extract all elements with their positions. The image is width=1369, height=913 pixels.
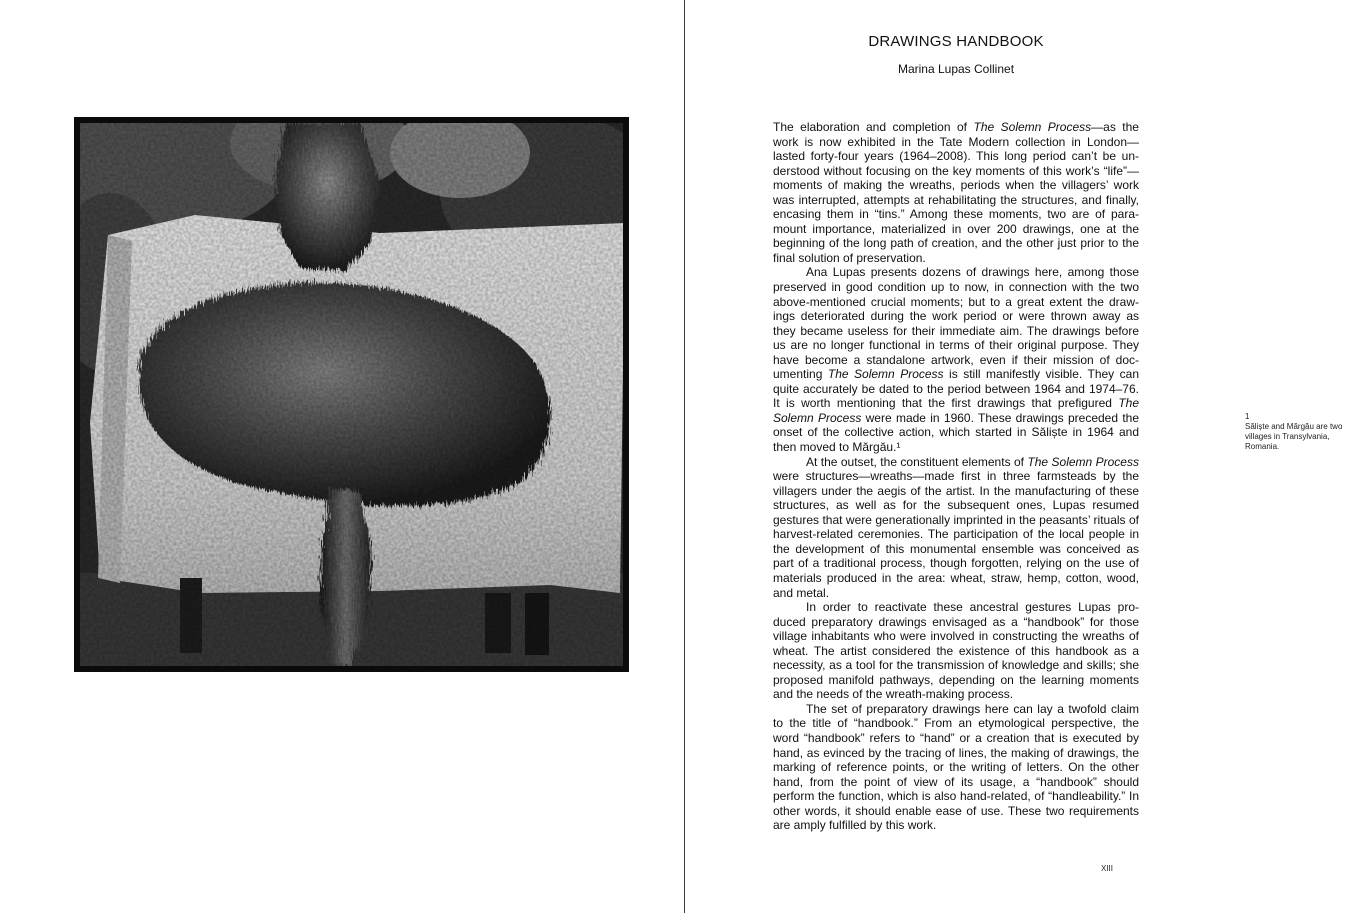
right-page bbox=[685, 0, 1369, 913]
italic-work-title: The Solemn Process bbox=[973, 120, 1092, 134]
italic-work-title: The Solemn Process bbox=[773, 396, 1139, 425]
footnote-number: 1 bbox=[1245, 412, 1250, 421]
chapter-title: DRAWINGS HANDBOOK bbox=[868, 33, 1044, 50]
paragraph-2 bbox=[773, 265, 1139, 454]
text-run: is still manifestly visible. They can quite accurately be dated to the period between 1964 and 1974–76. It is worth mentioning that the first drawings that prefigured bbox=[773, 367, 1139, 411]
text-run: —as the work is now exhibited in the Tate Modern collection in London—lasted forty-four years (1964–2008). This long period can’t be understood without focusing on the key moments of this work’s “life”—moments of making the wreaths, periods when the villagers’ work was interrupted, attempts at rehabilitating the structures, and finally, encasing them in “tins.” Among these moments, two are of paramount importance, materialized in over 200 drawings, one at the beginning of the long path of creation, and the other just prior to the final solution of preservation. bbox=[773, 120, 1139, 265]
left-page bbox=[0, 0, 684, 913]
page-number: XIII bbox=[1101, 864, 1114, 873]
text-run: At the outset, the constituent elements of bbox=[806, 454, 1028, 469]
paragraph-4 bbox=[773, 600, 1139, 702]
author-name: Marina Lupas Collinet bbox=[897, 62, 1015, 76]
italic-work-title: The Solemn Process bbox=[1027, 454, 1139, 469]
text-run: The elaboration and completion of bbox=[773, 120, 974, 134]
photo-image bbox=[80, 123, 623, 666]
black-and-white-photograph-wheat-wreath bbox=[74, 117, 629, 672]
footnote bbox=[1245, 412, 1355, 452]
text-run: were structures—wreaths—made first in three farmsteads by the villagers under the aegis of the artist. In the manufacturing of these structures, as well as for the subsequent ones, Lupas resumed gestures that were generationally imprinted in the peasants’ rituals of harvest-related ceremonies. The participation of the local people in the development of this monumental ensemble was conceived as part of a traditional process, though forgotten, relying on the use of materials produced in the area: wheat, straw, hemp, cotton, wood, and metal. bbox=[773, 469, 1139, 600]
essay-body-text bbox=[773, 120, 1139, 833]
paragraph-3 bbox=[773, 455, 1139, 600]
italic-work-title: The Solemn Process bbox=[827, 367, 944, 382]
text-run: In order to reactivate these ancestral gestures Lupas produced preparatory drawings envisaged as a “handbook” for those village inhabitants who were involved in constructing the wreaths of wheat. The artist considered the existence of this handbook as a necessity, as a tool for the transmission of knowledge and skills; she proposed manifold pathways, depending on the learning moments and the needs of the wreath-making process. bbox=[773, 600, 1139, 702]
text-run: were made in 1960. These drawings preceded the onset of the collective action, which started in Săliște in 1964 and then moved to Mărgău.¹ bbox=[773, 410, 1139, 455]
footnote-text: Săliște and Mărgău are two villages in Transylvania, Romania. bbox=[1245, 422, 1343, 451]
text-run: Ana Lupas presents dozens of drawings here, among those preserved in good condition up to now, in connection with the two above-mentioned crucial moments; but to a great extent the drawings deteriorated during the work period or were thrown away as they became useless for their immediate aim. The drawings before us are no longer functional in terms of their original purpose. They have become a standalone artwork, even if their mission of documenting bbox=[773, 265, 1139, 382]
text-run: The set of preparatory drawings here can lay a twofold claim to the title of “handbook.” From an etymological perspective, the word “handbook” refers to “hand” or a creation that is executed by hand, as evinced by the tracing of lines, the making of drawings, the marking of reference points, or the writing of letters. On the other hand, from the point of view of its usage, a “handbook” should perform the function, which is also hand-related, of “handleability.” In other words, it should enable ease of use. These two requirements are amply fulfilled by this work. bbox=[773, 701, 1139, 833]
paragraph-1 bbox=[773, 120, 1139, 265]
paragraph-5 bbox=[773, 702, 1139, 833]
